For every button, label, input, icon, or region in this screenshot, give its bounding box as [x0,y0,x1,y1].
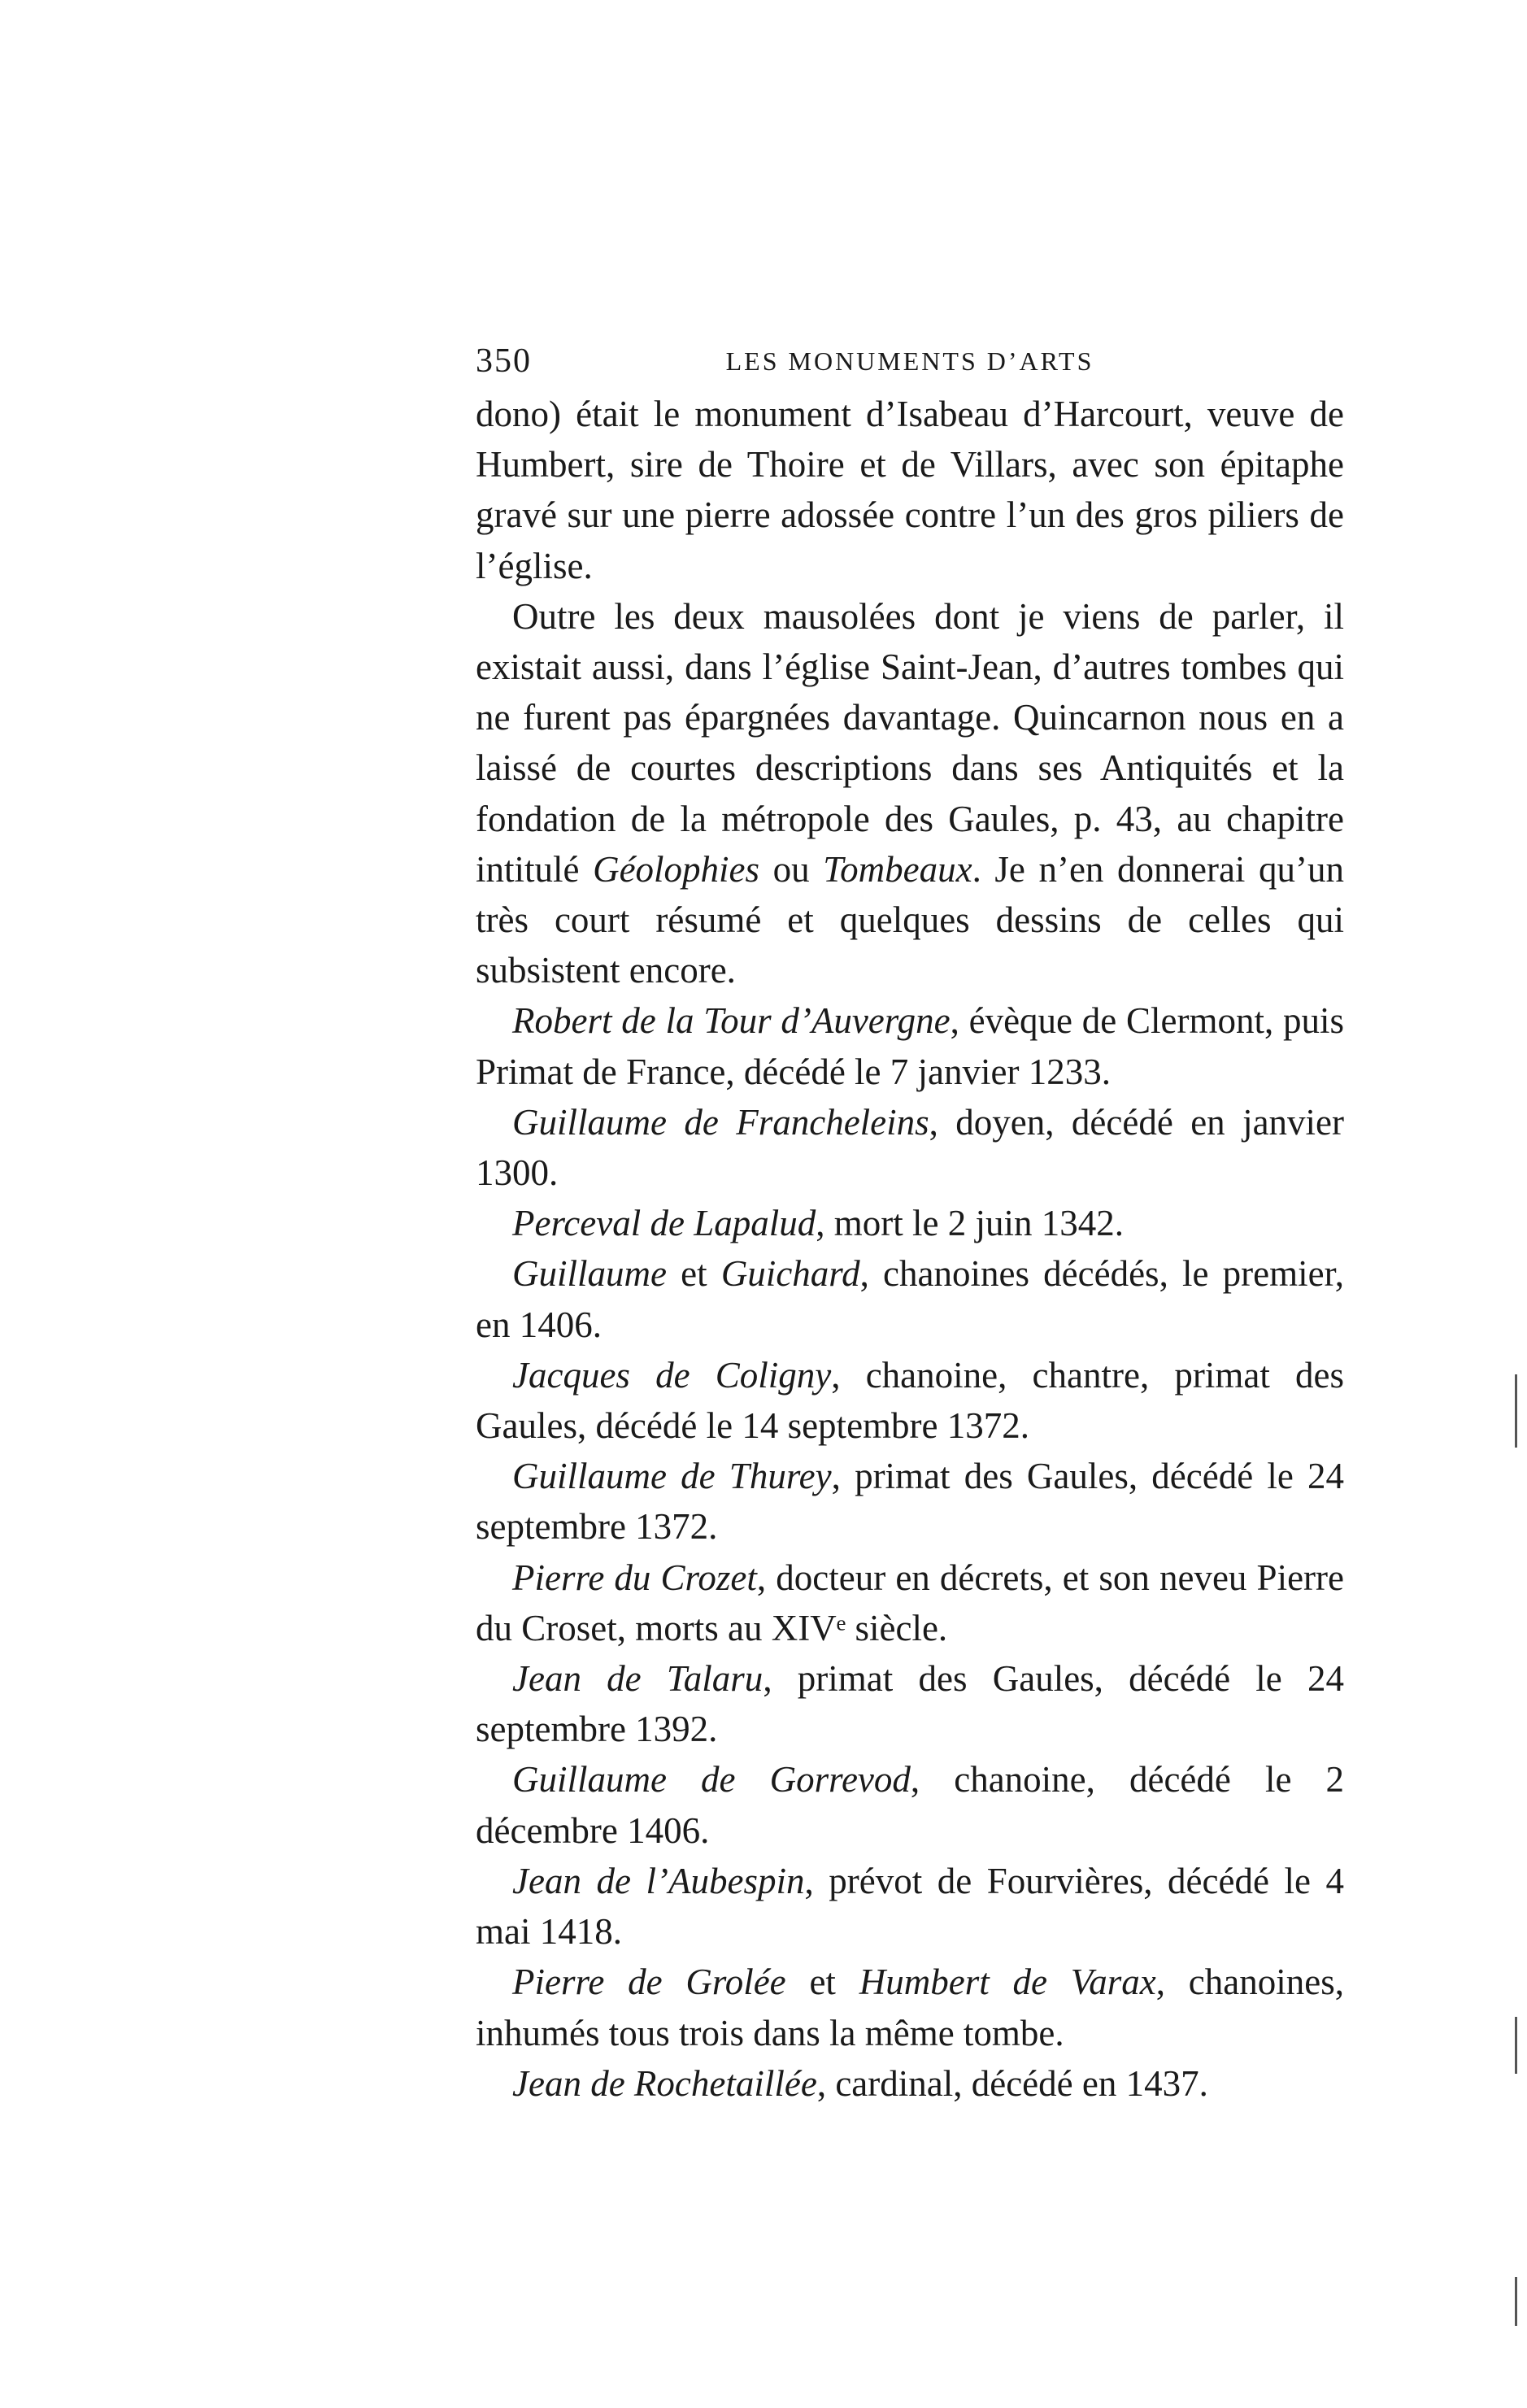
italic-name: Jean de l’Aubespin [512,1860,805,1901]
text-run: , prévot de Fourvières, décédé le 4 mai 1418. [476,1860,1344,1953]
italic-name: Jacques de Coligny [512,1354,832,1396]
italic-name: Géolophies [593,848,760,890]
text-run: dono) était le monument d’Isabeau d’Harcourt, veuve de Humbert, sire de Thoire et de Villars, avec son épitaphe gravé sur une pierre adossée contre l’un des gros piliers de l’église. [476,394,1344,586]
scan-artifact [1515,2017,1517,2074]
italic-name: Guillaume de Thurey [512,1456,832,1497]
text-run: et [785,1962,859,2003]
scan-artifact [1515,1374,1517,1448]
italic-name: Perceval de Lapalud [512,1203,816,1244]
scan-artifact [1515,2277,1517,2326]
italic-name: Robert de la Tour d’Auvergne [512,1000,951,1042]
paragraph [476,1350,1344,1451]
text-run: , primat des Gaules, décédé le 24 septembre 1372. [476,1456,1345,1548]
text-run: et [666,1253,721,1295]
text-run: , chanoine, décédé le 2 décembre 1406. [476,1759,1344,1851]
text-run: , docteur en décrets, et son neveu Pierre du Croset, morts au XIVᵉ siècle. [476,1557,1344,1648]
text-run: , chanoines, inhumés tous trois dans la même tombe. [476,1962,1344,2053]
running-title: LES MONUMENTS D’ARTS [725,346,1094,376]
italic-name: Guichard [720,1253,860,1295]
italic-name: Jean de Rochetaillée [512,2062,817,2104]
text-run: , primat des Gaules, décédé le 24 septembre 1392. [476,1658,1344,1750]
paragraph [476,389,1344,591]
italic-name: Humbert de Varax [859,1962,1156,2003]
body-text [476,389,1344,2109]
paragraph [476,1653,1344,1754]
text-run: , cardinal, décédé en 1437. [816,2062,1208,2104]
paragraph [476,1552,1344,1653]
paragraph [476,591,1344,996]
text-run: , mort le 2 juin 1342. [816,1203,1124,1244]
italic-name: Tombeaux [823,848,972,890]
page-number: 350 [476,342,532,380]
text-run: . Je n’en donnerai qu’un très court résumé et quelques dessins de celles qui subsistent encore. [476,848,1344,991]
italic-name: Guillaume [512,1253,667,1295]
paragraph [476,1856,1344,1957]
italic-name: Guillaume de Gorrevod [512,1759,911,1801]
text-run: , évèque de Clermont, puis Primat de France, décédé le 7 janvier 1233. [476,1000,1344,1092]
paragraph [476,1198,1344,1248]
paragraph [476,995,1344,1096]
text-run: , chanoine, chantre, primat des Gaules, décédé le 14 septembre 1372. [476,1354,1345,1447]
italic-name: Guillaume de Francheleins [512,1101,929,1143]
paragraph [476,1097,1344,1198]
paragraph [476,1957,1344,2057]
text-run: , chanoines décédés, le premier, en 1406. [476,1253,1345,1345]
italic-name: Jean de Talaru [512,1658,764,1700]
paragraph [476,1754,1344,1855]
text-run: Outre les deux mausolées dont je viens de parler, il existait aussi, dans l’église Saint-Jean, d’autres tombes qui ne furent pas épargnées davantage. Quincarnon nous en a laissé de courtes descriptions dans ses Antiquités et la fondation de la métropole des Gaules, p. 43, au chapitre intitulé [476,595,1344,890]
paragraph [476,1248,1344,1349]
text-run: , doyen, décédé en janvier 1300. [476,1101,1344,1194]
italic-name: Pierre de Grolée [512,1962,786,2003]
paragraph [476,2058,1344,2109]
text-run: ou [759,848,824,890]
paragraph [476,1451,1344,1552]
running-head [476,342,1344,390]
italic-name: Pierre du Crozet [512,1557,757,1598]
